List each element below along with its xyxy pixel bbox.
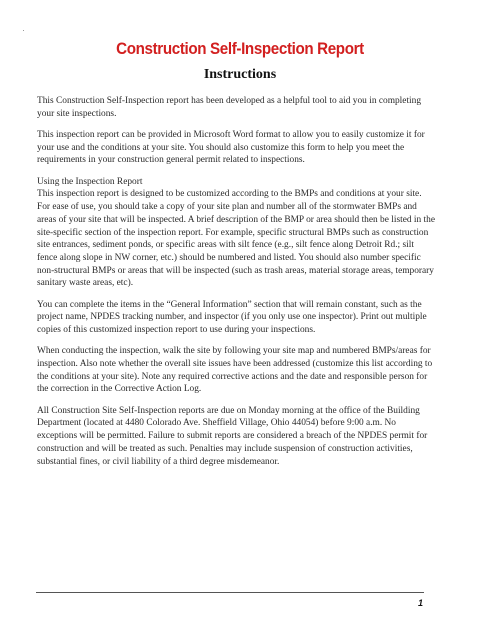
page-number: 1 (418, 598, 424, 608)
paragraph-word-format: This inspection report can be provided in Microsoft Word format to allow you to easily customize it for your use and the conditions at your site. You should also customize this form to help you meet the requirements in your construction general permit related to inspections. (37, 130, 425, 166)
paragraph-general-information: You can complete the items in the “General Information” section that will remain constant, such as the project name, NPDES tracking number, and inspector (if you only use one inspector). Print out multiple copies of this customized inspection report to use during your inspections. (37, 299, 427, 336)
instructions-heading: Instructions (203, 67, 277, 82)
document-title: Construction Self-Inspection Report (116, 40, 364, 58)
scan-speck (23, 30, 24, 31)
paragraph-intro: This Construction Self-Inspection report has been developed as a helpful tool to aid you in completing your site inspections. (37, 96, 422, 119)
footer-divider (36, 592, 424, 593)
paragraph-customize: This inspection report is designed to be customized according to the BMPs and conditions at your site. For ease of use, you should take a copy of your site plan and number all of the stormwater BMPs and areas of your site that will be inspected. A brief description of the BMP or area should then be listed in the site-specific section of the inspection report. For example, specific structural BMPs such as construction site entrances, sediment ponds, or specific areas with silt fence (e.g., silt fence along Detroit Rd.; silt fence along slope in NW corner, etc.) should be numbered and listed. You should also number specific non-structural BMPs or areas that will be inspected (such as trash areas, material storage areas, temporary sanitary waste areas, etc). (37, 189, 435, 289)
section-heading-using-report: Using the Inspection Report (37, 176, 143, 187)
instructions-body (37, 95, 435, 477)
paragraph-submission-deadline: All Construction Site Self-Inspection reports are due on Monday morning at the office of the Building Department (located at 4480 Colorado Ave. Sheffield Village, Ohio 44054) before 9:00 a.m. No exceptions will be permitted. Failure to submit reports are considered a breach of the NPDES permit for construction and will be treated as such. Penalties may include suspension of construction activities, substantial fines, or civil liability of a third degree misdemeanor. (37, 405, 428, 467)
paragraph-conducting-inspection: When conducting the inspection, walk the site by following your site map and numbered BMPs/areas for inspection. Also note whether the overall site issues have been addressed (customize this list according to the conditions at your site). Note any required corrective actions and the date and responsible person for the correction in the Corrective Action Log. (37, 346, 433, 395)
